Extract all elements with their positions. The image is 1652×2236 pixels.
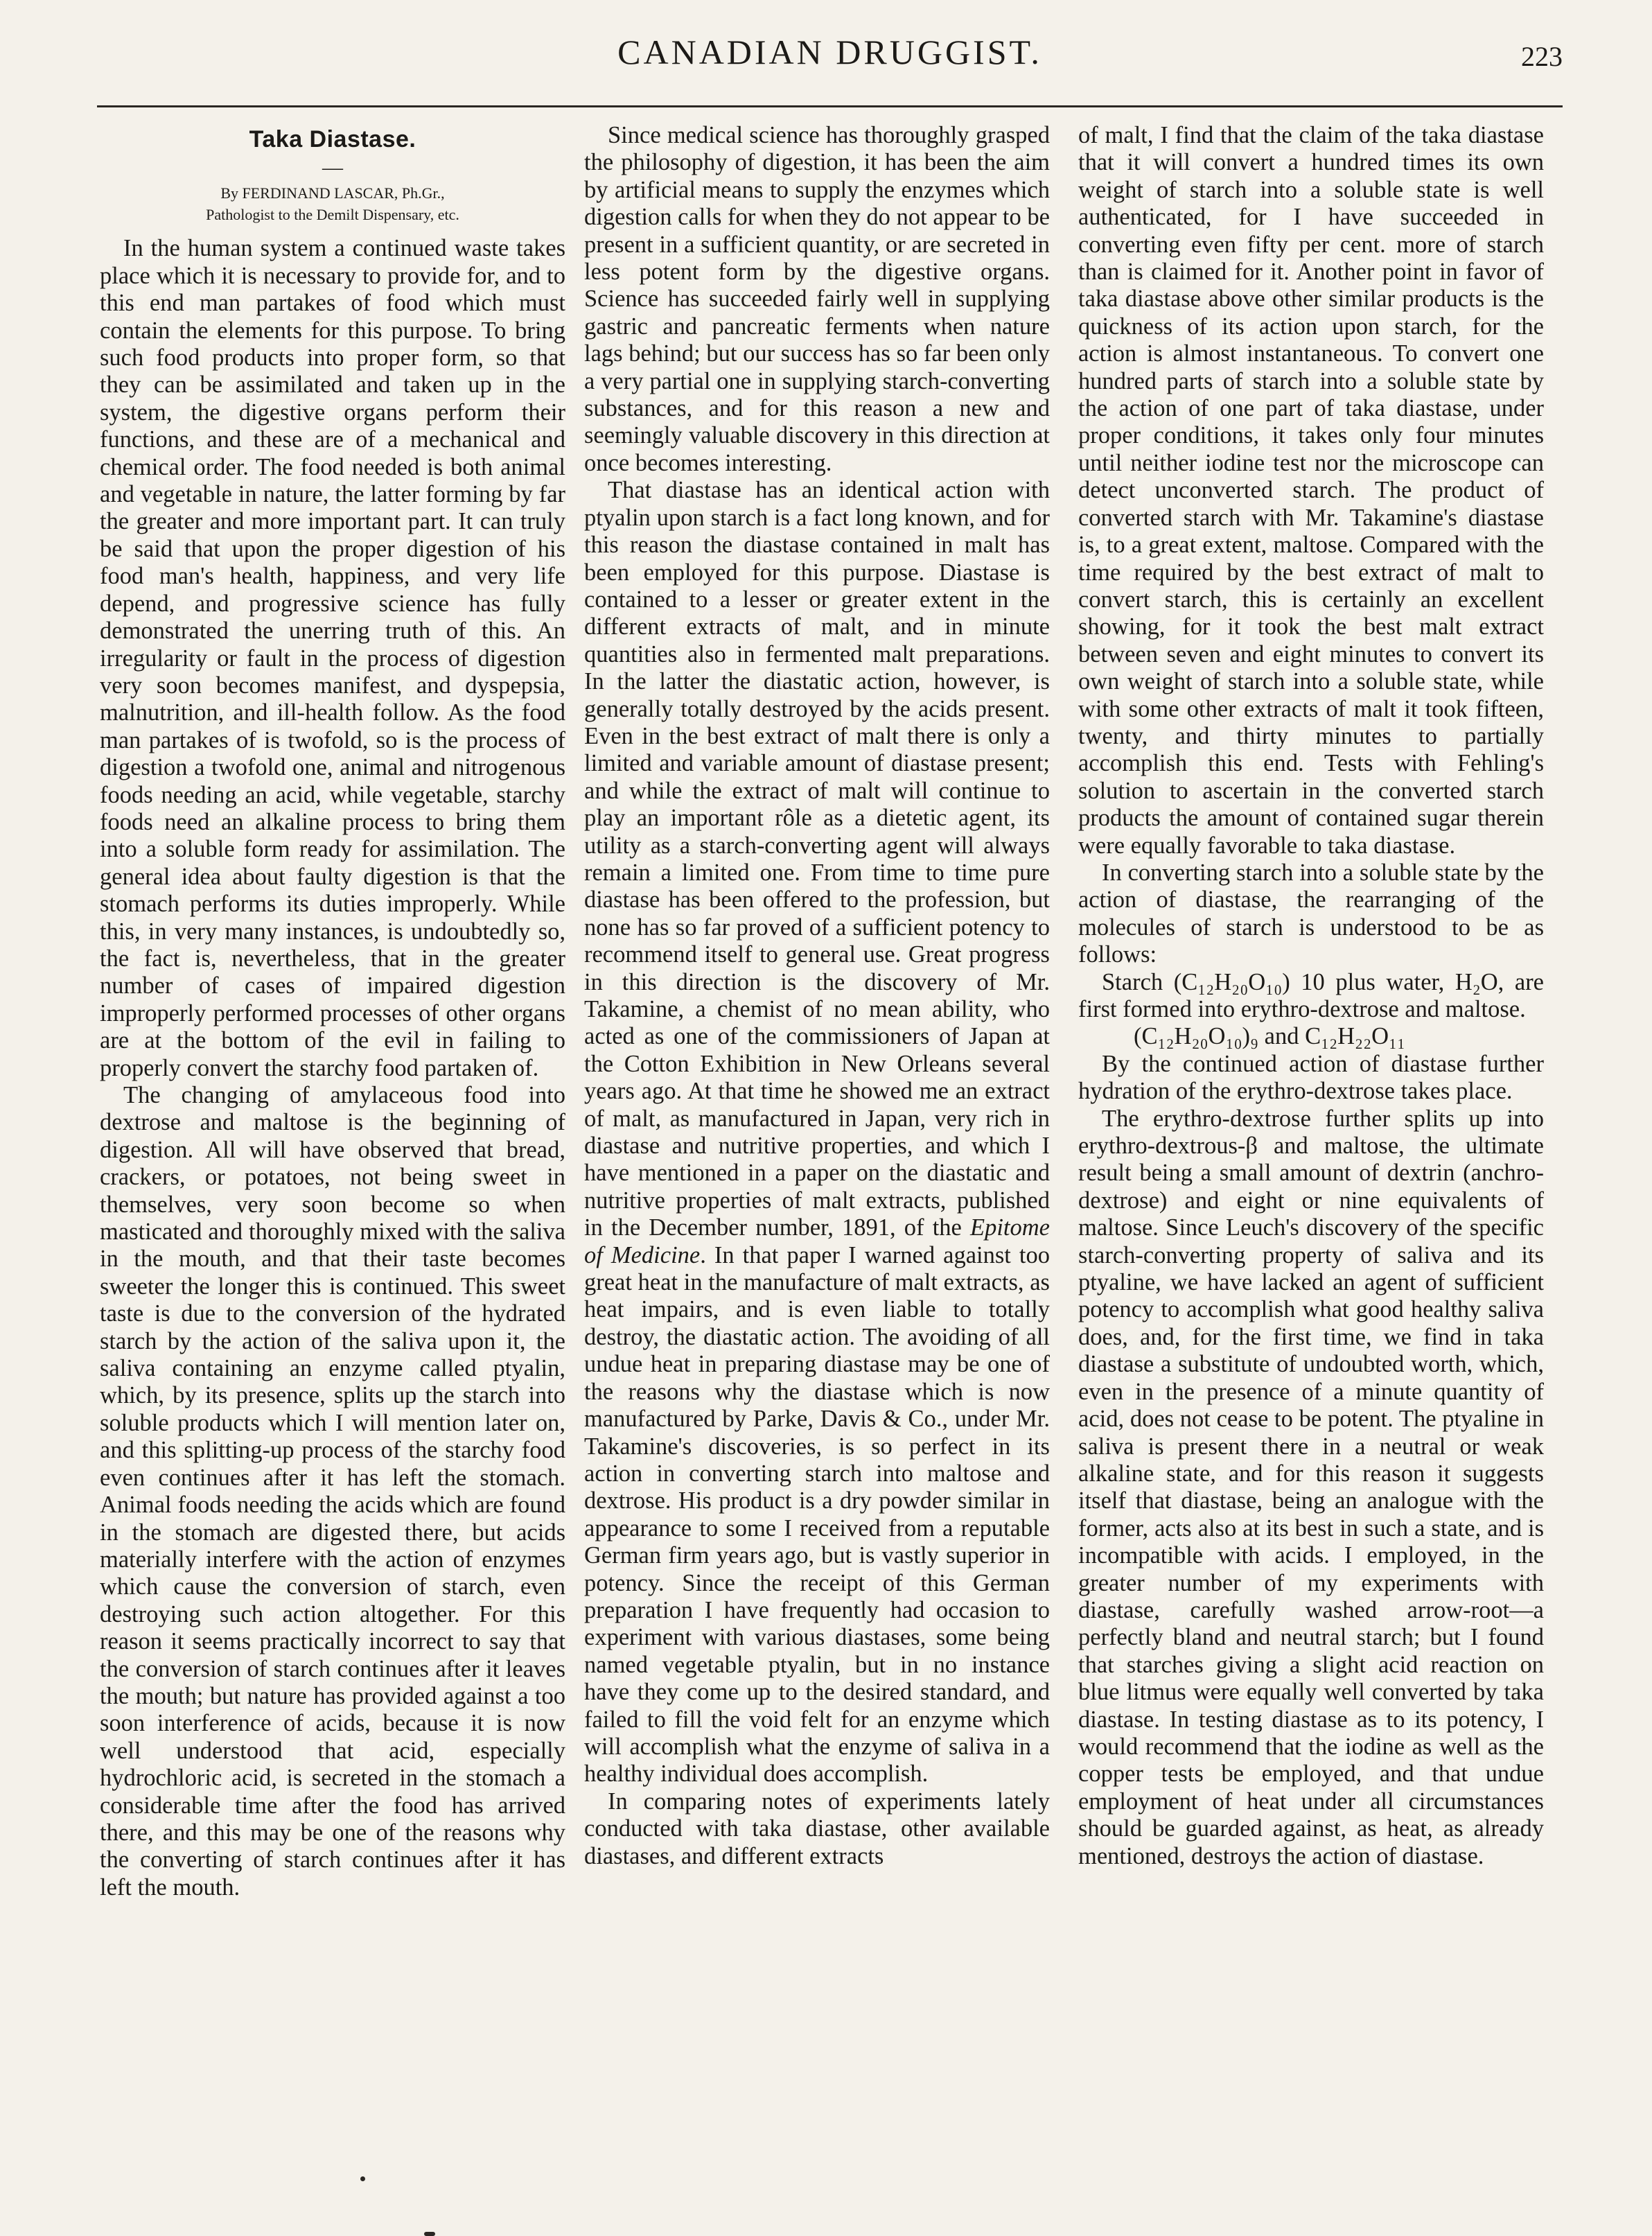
col3-paragraph-1: of malt, I find that the claim of the taka diastase that it will convert a hundred times its own weight of starch into a soluble state is well authenticated, for I have succeeded in converting even fifty per cent. more of starch than is claimed for it. Another point in favor of taka diastase above other similar products is the quickness of its action upon starch, for the action is almost instantaneous. To convert one hundred parts of starch into a soluble state by the action of one part of taka diastase, under proper conditions, it takes only four minutes until neither iodine test nor the microscope can detect unconverted starch. The product of converted starch with Mr. Takamine's diastase is, to a great extent, maltose. Compared with the time required by the best extract of malt to convert starch, this is certainly an excellent showing, for it took the best malt extract between seven and eight minutes to convert its own weight of starch into a soluble state, while with some other extracts of malt it took fifteen, twenty, and thirty minutes to partially accomplish this end. Tests with Fehling's solution to ascertain in the converted starch products the amount of contained sugar therein were equally favorable to taka diastase. xyxy=(1078,122,1544,859)
col2-paragraph-3: In comparing notes of experiments lately conducted with taka diastase, other available diastases, and different extracts xyxy=(584,1788,1050,1869)
ink-speck xyxy=(360,2176,365,2181)
column-2 xyxy=(584,122,1050,2132)
journal-reference: Epitome of Medicine xyxy=(584,1214,1050,1268)
article-title: Taka Diastase. xyxy=(249,126,416,152)
header-rule xyxy=(97,105,1563,107)
title-dash: — xyxy=(322,156,343,180)
journal-title: CANADIAN DRUGGIST. xyxy=(617,33,1042,71)
col3-paragraph-2: In converting starch into a soluble state by the action of diastase, the rearranging of the molecules of starch is understood to be as follows: xyxy=(1078,859,1544,968)
col2-paragraph-1: Since medical science has thoroughly grasped the philosophy of digestion, it has been the aim by artificial means to supply the enzymes which digestion calls for when they do not appear to be present in a sufficient quantity, or are secreted in less potent form by the digestive organs. Science has succeeded fairly well in supplying gastric and pancreatic ferments when nature lags behind; but our success has so far been only a very partial one in supplying starch-converting substances, and for this reason a new and seemingly valuable discovery in this direction at once becomes interesting. xyxy=(584,122,1050,476)
page-number: 223 xyxy=(1521,41,1563,72)
col2-paragraph-2 xyxy=(584,477,1050,1788)
column-3 xyxy=(1078,122,1544,2132)
col3-paragraph-3: Starch (C₁₂H₂₀O₁₀) 10 plus water, H₂O, are first formed into erythro-dextrose and maltose. xyxy=(1078,968,1544,1022)
byline-author: By FERDINAND LASCAR, Ph.Gr., xyxy=(220,184,445,202)
running-head xyxy=(97,26,1563,96)
byline xyxy=(100,182,565,225)
ink-speck xyxy=(424,2232,435,2236)
col1-paragraph-1: In the human system a continued waste takes place which it is necessary to provide for, and to this end man partakes of food which must contain the elements for this purpose. To bring such food products into proper form, so that they can be assimilated and taken up in the system, the digestive organs perform their functions, and these are of a mechanical and chemical order. The food needed is both animal and vegetable in nature, the latter forming by far the greater and more important part. It can truly be said that upon the proper digestion of his food man's health, happiness, and very life depend, and progressive science has fully demonstrated the unerring truth of this. An irregularity or fault in the process of digestion very soon becomes manifest, and dyspepsia, malnutrition, and ill-health follow. As the food man partakes of is twofold, so is the process of digestion a twofold one, animal and nitrogenous foods needing an acid, while vegetable, starchy foods need an alkaline process to bring them into a soluble form ready for assimilation. The general idea about faulty digestion is that the stomach performs its duties improperly. While this, in very many instances, is undoubtedly so, the fact is, nevertheless, that in the greater number of cases of impaired digestion improperly performed processes of other organs are at the bottom of the evil in failing to properly convert the starchy food partaken of. xyxy=(100,235,565,1081)
col2-paragraph-2-rest: . In that paper I warned against too great heat in the manufacture of malt extracts, as heat impairs, and is even liable to totally destroy, the diastatic action. The avoiding of all undue heat in preparing diastase may be one of the reasons why the diastase which is now manufactured by Parke, Davis & Co., under Mr. Takamine's discoveries, is so perfect in its action in converting starch into maltose and dextrose. His product is a dry powder similar in appearance to some I received from a reputable German firm years ago, but is vastly superior in potency. Since the receipt of this German preparation I have frequently had occasion to experiment with various diastases, some being named vegetable ptyalin, but in no instance have they come up to the desired standard, and failed to fill the void felt for an enzyme which will accomplish what the enzyme of saliva in a healthy individual does accomplish. xyxy=(584,1241,1050,1788)
col1-paragraph-2: The changing of amylaceous food into dextrose and maltose is the beginning of digestion. All will have observed that bread, crackers, or potatoes, not being sweet in themselves, very soon become so when masticated and thoroughly mixed with the saliva in the mouth, and that their taste becomes sweeter the longer this is continued. This sweet taste is due to the conversion of the hydrated starch by the action of the saliva upon it, the saliva containing an enzyme called ptyalin, which, by its presence, splits up the starch into soluble products which I will mention later on, and this splitting-up process of the starchy food even continues after it has left the stomach. Animal foods needing the acids which are found in the stomach are digested there, but acids materially interfere with the action of enzymes which cause the conversion of starch, even destroying such action altogether. For this reason it seems practically incorrect to say that the conversion of starch continues after it leaves the mouth; but nature has provided against a too soon interference of acids, because it is now well understood that acid, especially hydrochloric acid, is secreted in the stomach a considerable time after the food has arrived there, and this may be one of the reasons why the converting of starch continues after it has left the mouth. xyxy=(100,1082,565,1901)
column-1 xyxy=(100,122,565,2132)
col2-paragraph-2-text: That diastase has an identical action with ptyalin upon starch is a fact long known, and for this reason the diastase contained in malt has been employed for this purpose. Diastase is contained to a lesser or greater extent in the different extracts of malt, and in minute quantities also in fermented malt preparations. In the latter the diastatic action, however, is generally totally destroyed by the acids present. Even in the best extract of malt there is only a limited and variable amount of diastase present; and while the extract of malt will continue to play an important rôle as a dietetic agent, its utility as a starch-converting agent will always remain a limited one. From time to time pure diastase has been offered to the profession, but none has so far proved of a sufficient potency to recommend itself to general use. Great progress in this direction is the discovery of Mr. Takamine, a chemist of no mean ability, who acted as one of the commissioners of Japan at the Cotton Exhibition in New Orleans several years ago. At that time he showed me an extract of malt, as manufactured in Japan, very rich in diastase and nutritive properties, and which I have mentioned in a paper on the diastatic and nutritive properties of malt extracts, published in the December number, 1891, of the xyxy=(584,477,1050,1241)
byline-affiliation: Pathologist to the Demilt Dispensary, etc. xyxy=(206,206,459,224)
chemical-formula: (C₁₂H₂₀O₁₀)₉ and C₁₂H₂₂O₁₁ xyxy=(1134,1023,1406,1050)
col3-paragraph-5: The erythro-dextrose further splits up into erythro-dextrous-β and maltose, the ultimate result being a small amount of dextrin (anchro-dextrose) and eight or nine equivalents of maltose. Since Leuch's discovery of the specific starch-converting property of saliva and its ptyaline, we have lacked an agent of sufficient potency to accomplish what good healthy saliva does, and, for the first time, we find in taka diastase a substitute of undoubted worth, which, even in the presence of a minute quantity of acid, does not cease to be potent. The ptyaline in saliva is present there in a neutral or weak alkaline state, and for this reason it suggests itself that diastase, being an analogue with the former, acts also at its best in such a state, and is incompatible with acids. I employed, in the greater number of my experiments with diastase, carefully washed arrow-root—a perfectly bland and neutral starch; but I found that starches giving a slight acid reaction on blue litmus were equally well converted by taka diastase. In testing diastase as to its potency, I would recommend that the iodine as well as the copper tests be employed, and that undue employment of heat under all circumstances should be guarded against, as heat, as already mentioned, destroys the action of diastase. xyxy=(1078,1105,1544,1869)
col3-paragraph-4: By the continued action of diastase further hydration of the erythro-dextrose takes place. xyxy=(1078,1050,1544,1105)
